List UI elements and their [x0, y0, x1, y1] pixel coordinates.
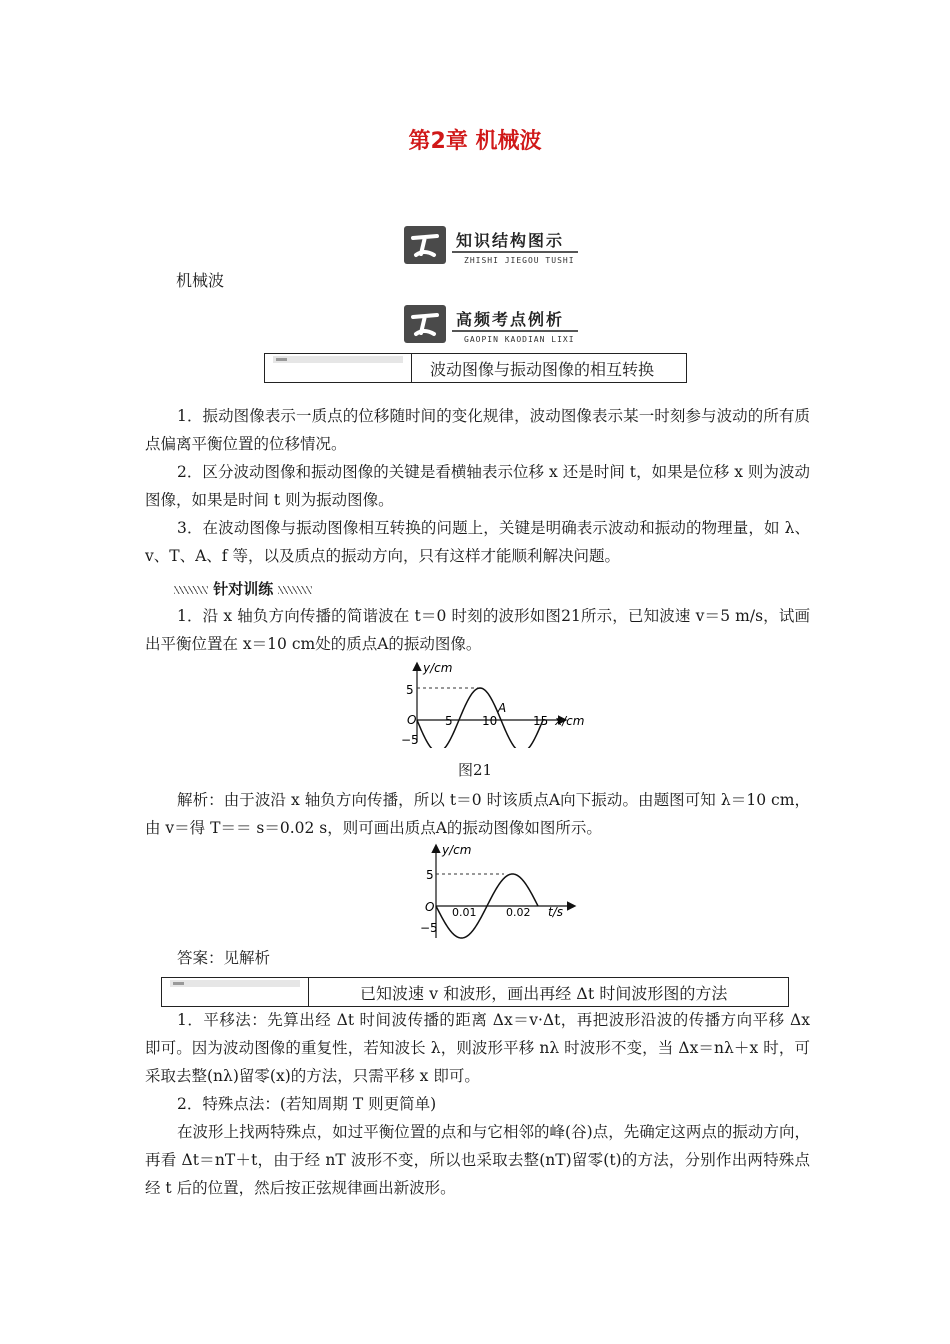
wave-graph	[395, 658, 595, 748]
topic-box	[264, 353, 687, 383]
topic-tag-icon	[170, 980, 300, 987]
topic-box	[161, 977, 789, 1007]
badge-title: 高频考点例析	[456, 310, 565, 329]
t-axis-label: t/s	[548, 905, 563, 919]
section-badge-exam	[404, 305, 584, 347]
page-title: 第2章 机械波	[408, 129, 542, 154]
topic-title: 波动图像与振动图像的相互转换	[430, 360, 655, 379]
topic-title: 已知波速 v 和波形，画出再经 Δt 时间波形图的方法	[360, 984, 728, 1003]
method-heading: 2．特殊点法：(若知周期 T 则更简单)	[177, 1095, 437, 1113]
paragraph: 2．区分波动图像和振动图像的关键是看横轴表示位移 x 还是时间 t，如果是位移 x 则为波动图像，如果是时间 t 则为振动图像。	[145, 463, 810, 509]
point-a-label: A	[498, 701, 507, 715]
training-label: 针对训练	[213, 580, 274, 598]
x-tick-label: 10	[482, 714, 498, 728]
badge-divider	[452, 251, 578, 253]
wave-curve	[417, 688, 543, 748]
t-tick-label: 0.01	[452, 906, 477, 919]
y-tick-label: −5	[420, 921, 438, 935]
origin-label: O	[425, 900, 435, 914]
y-tick-label: 5	[406, 683, 414, 697]
t-tick-label: 0.02	[506, 906, 531, 919]
badge-logo-icon	[404, 226, 446, 264]
badge-title: 知识结构图示	[456, 231, 565, 250]
hatch-decoration-icon	[174, 586, 208, 594]
hatch-decoration-icon	[278, 586, 312, 594]
topic-tag-icon	[273, 356, 403, 363]
x-tick-label: 5	[445, 714, 453, 728]
badge-logo-icon	[404, 305, 446, 343]
y-tick-label: 5	[426, 868, 434, 882]
badge-subtitle: ZHISHI JIEGOU TUSHI	[464, 256, 575, 265]
analysis: 解析：由于波沿 x 轴负方向传播，所以 t＝0 时该质点A向下振动。由题图可知 λ＝10 cm，由 v＝得 T＝＝ s＝0.02 s，则可画出质点A的振动图像如图所示。	[145, 791, 810, 837]
y-axis-label: y/cm	[423, 661, 453, 675]
method-paragraph: 1．平移法：先算出经 Δt 时间波传播的距离 Δx＝v·Δt，再把波形沿波的传播方向平移 Δx 即可。因为波动图像的重复性，若知波长 λ，则波形平移 nλ 时波形不变，当 Δx＝nλ＋x 时，可采取去整(nλ)留零(x)的方法，只需平移 x 即可。	[145, 1011, 810, 1085]
badge-divider	[452, 330, 578, 332]
paragraph: 1．振动图像表示一质点的位移随时间的变化规律，波动图像表示某一时刻参与波动的所有质点偏离平衡位置的位移情况。	[145, 407, 810, 453]
method-paragraph: 在波形上找两特殊点，如过平衡位置的点和与它相邻的峰(谷)点，先确定这两点的振动方向，再看 Δt＝nT＋t，由于经 nT 波形不变，所以也采取去整(nT)留零(t)的方法，分别作出两特殊点经 t 后的位置，然后按正弦规律画出新波形。	[145, 1123, 810, 1197]
origin-label: O	[407, 713, 417, 727]
vibration-graph	[414, 842, 584, 942]
x-axis-label: x/cm	[555, 714, 585, 728]
section-badge-knowledge	[404, 226, 584, 268]
section-label: 机械波	[176, 271, 225, 290]
y-tick-label: −5	[401, 733, 419, 747]
question: 1．沿 x 轴负方向传播的简谐波在 t＝0 时刻的波形如图21所示，已知波速 v＝5 m/s，试画出平衡位置在 x＝10 cm处的质点A的振动图像。	[145, 607, 810, 653]
badge-subtitle: GAOPIN KAODIAN LIXI	[464, 335, 575, 344]
figure-caption: 图21	[457, 761, 493, 779]
training-heading	[174, 578, 312, 599]
paragraph: 3．在波动图像与振动图像相互转换的问题上，关键是明确表示波动和振动的物理量，如 λ、v、T、A、f 等，以及质点的振动方向，只有这样才能顺利解决问题。	[145, 519, 810, 565]
y-axis-label: y/cm	[442, 843, 472, 857]
x-tick-label: 15	[533, 714, 549, 728]
answer: 答案：见解析	[177, 949, 271, 967]
